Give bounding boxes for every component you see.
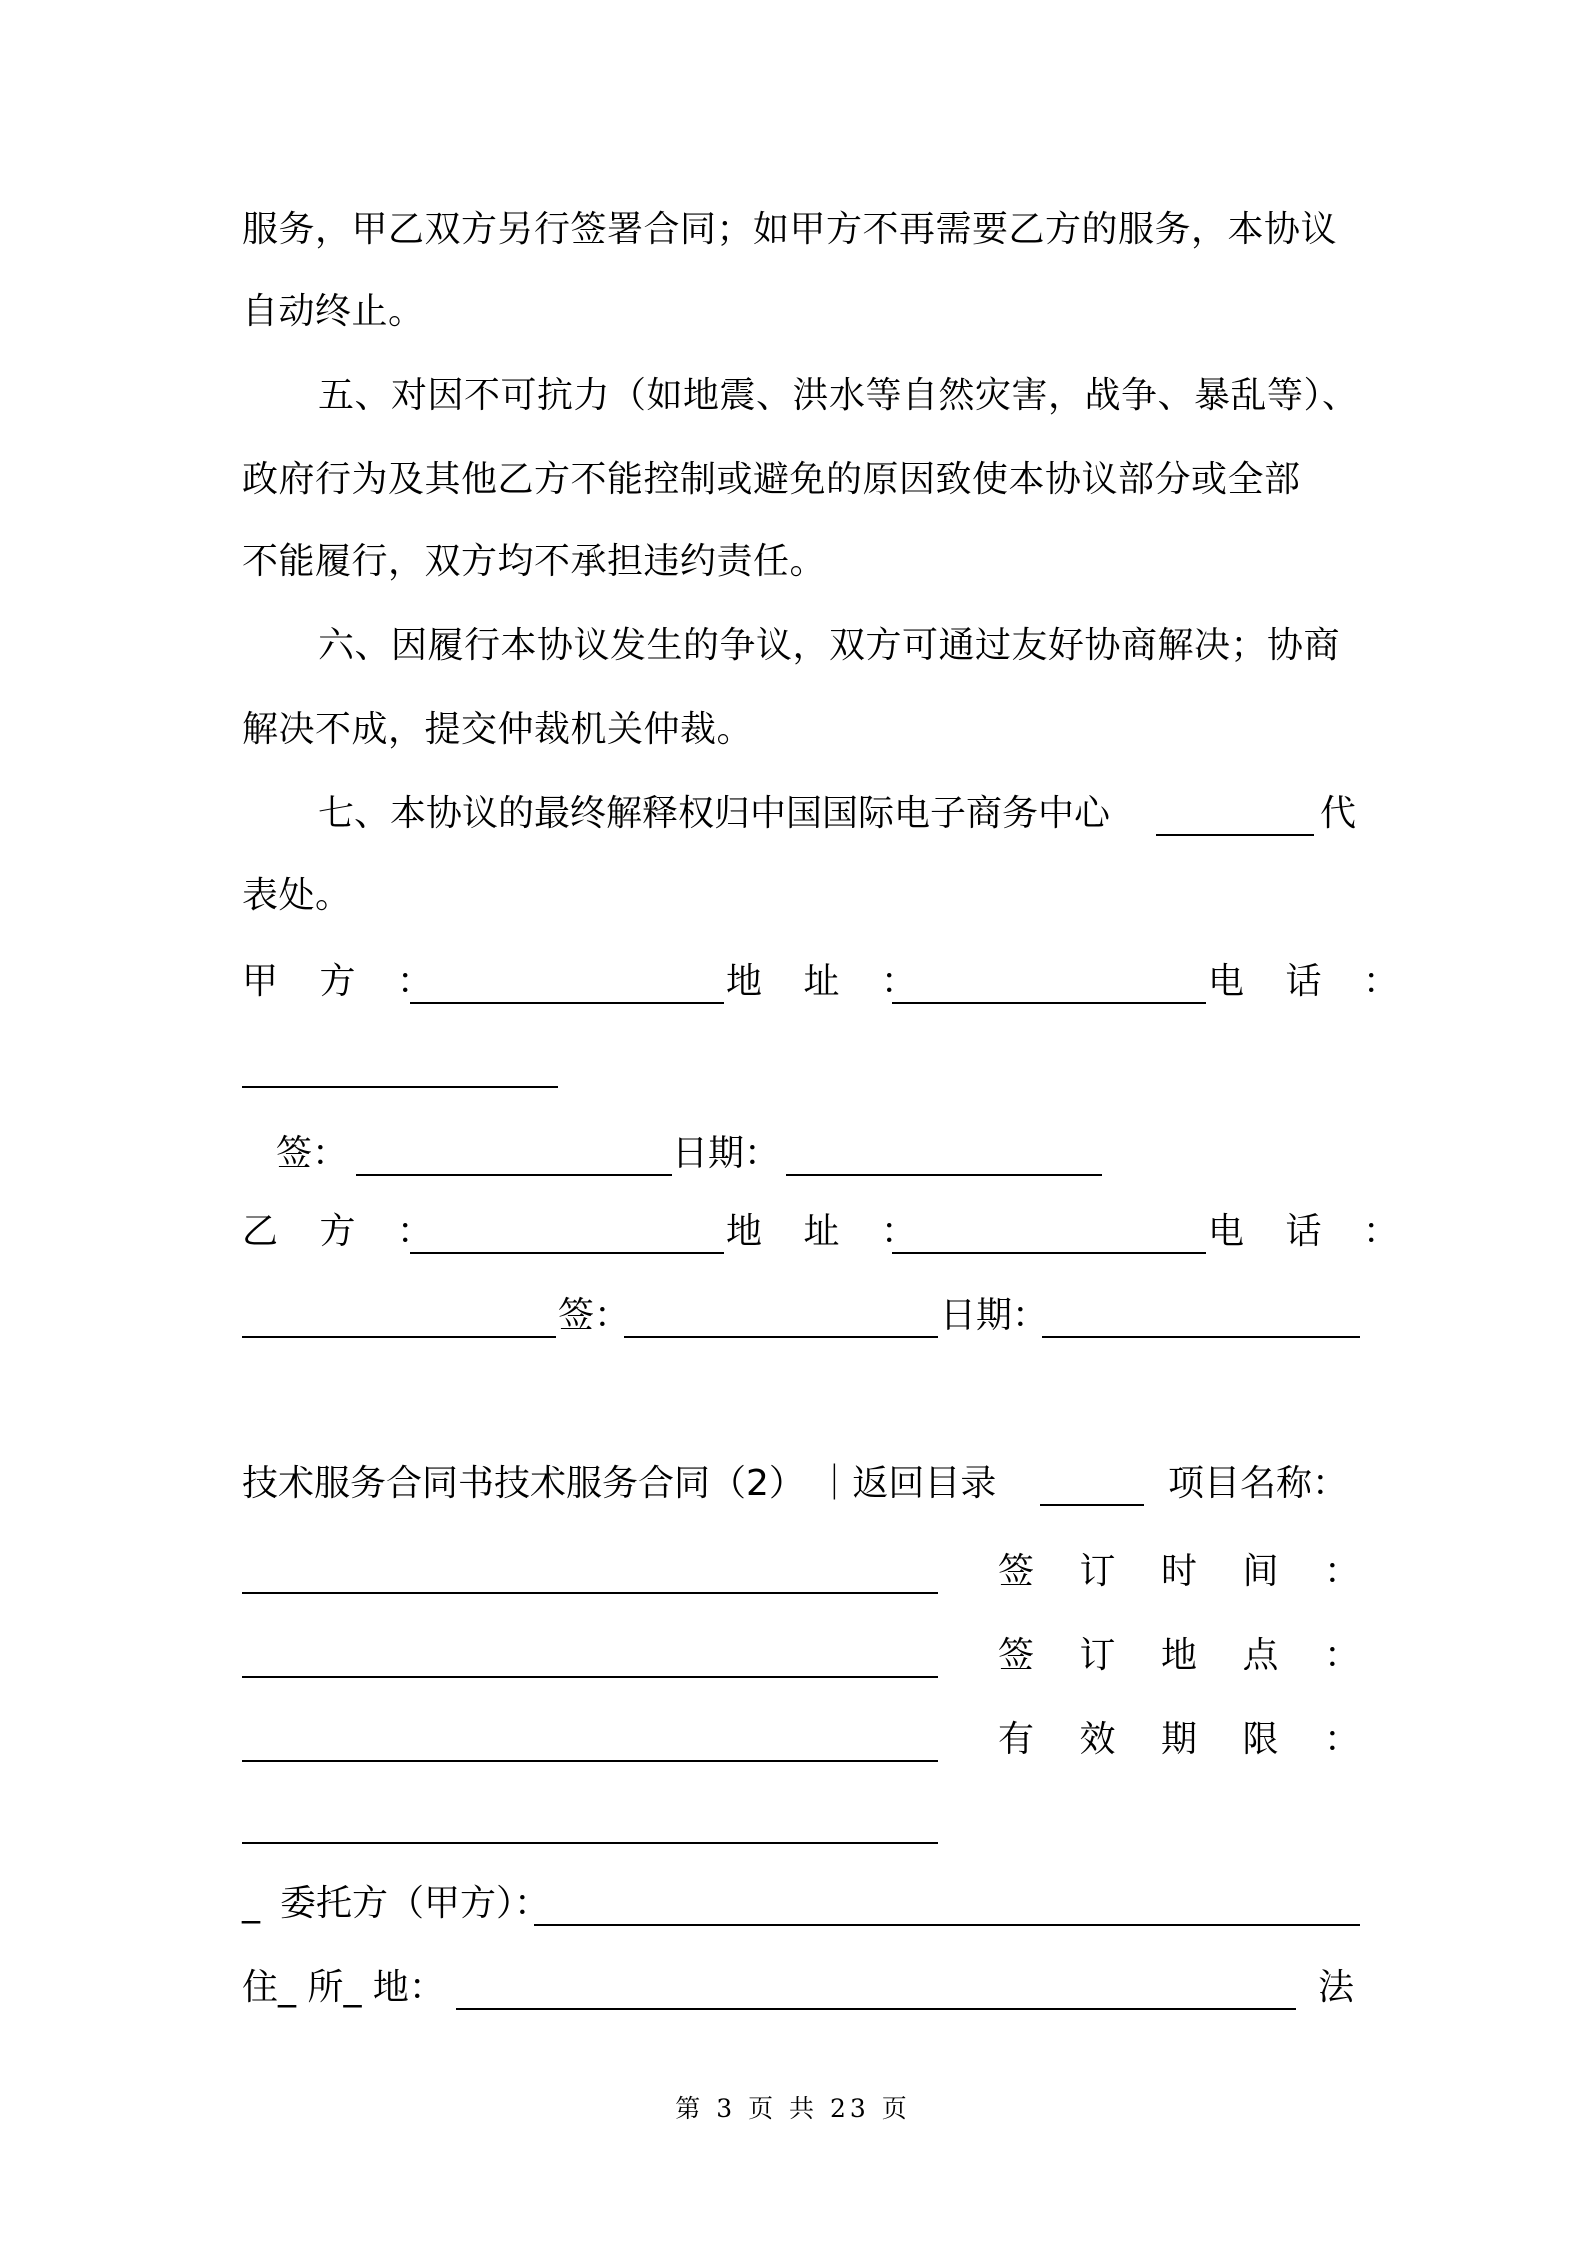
char: 签 — [998, 1635, 1035, 1676]
clause-5-line: 五、对因不可抗力（如地震、洪水等自然灾害，战争、暴乱等）、 — [318, 375, 1359, 416]
residence-row — [242, 1964, 1360, 2012]
char: 点 — [1242, 1635, 1279, 1676]
sign-blank[interactable] — [624, 1336, 938, 1338]
clause-7-line: 表处。 — [242, 875, 352, 916]
client-label: 委托方（甲方）： — [280, 1883, 551, 1924]
party-b-sign-row — [242, 1292, 1360, 1340]
valid-period-blank[interactable] — [242, 1842, 938, 1844]
party-a-row — [242, 958, 1414, 1006]
contract2-heading[interactable]: 技术服务合同书技术服务合同（2） ｜返回目录 — [242, 1463, 997, 1504]
page-number: 第 3 页 共 23 页 — [675, 2094, 911, 2123]
clause-7-text-end: 代 — [1320, 793, 1357, 834]
party-b-row — [242, 1208, 1414, 1256]
date-label: 日期： — [672, 1133, 781, 1174]
char: 间 — [1242, 1551, 1279, 1592]
sign-time-blank[interactable] — [242, 1676, 938, 1678]
phone-label: 电 话 ： — [1208, 1211, 1414, 1252]
phone-blank[interactable] — [242, 1336, 556, 1338]
phone-blank[interactable] — [242, 1086, 558, 1088]
char: 限 — [1242, 1719, 1279, 1760]
client-prefix: _ — [242, 1883, 260, 1924]
party-b-blank[interactable] — [410, 1252, 724, 1254]
sign-time-label — [998, 1548, 1360, 1596]
date-blank[interactable] — [786, 1174, 1102, 1176]
sign-place-row — [242, 1716, 1360, 1764]
address-blank[interactable] — [892, 1002, 1206, 1004]
project-name-blank[interactable] — [242, 1592, 938, 1594]
party-a-label: 甲 方 ： — [242, 961, 448, 1002]
address-blank[interactable] — [892, 1252, 1206, 1254]
paragraph-line: 自动终止。 — [242, 291, 425, 332]
date-label: 日期： — [940, 1295, 1049, 1336]
clause-6-line: 解决不成，提交仲裁机关仲裁。 — [242, 709, 754, 750]
char: 时 — [1160, 1551, 1197, 1592]
client-blank[interactable] — [534, 1924, 1360, 1926]
party-b-label: 乙 方 ： — [242, 1211, 448, 1252]
legal-label: 法 — [1318, 1967, 1355, 2008]
clause-6-line: 六、因履行本协议发生的争议，双方可通过友好协商解决；协商 — [318, 625, 1341, 666]
sign-place-label — [998, 1632, 1360, 1680]
sign-time-row — [242, 1632, 1360, 1680]
clause-7-text: 七、本协议的最终解释权归中国国际电子商务中心 — [318, 793, 1111, 834]
project-name-label: 项目名称： — [1168, 1463, 1349, 1504]
blank-line — [1040, 1504, 1144, 1506]
phone-label: 电 话 ： — [1208, 961, 1414, 1002]
blank-line — [1156, 834, 1314, 836]
project-name-row — [242, 1548, 1360, 1596]
client-row — [242, 1880, 1360, 1928]
char: 有 — [998, 1719, 1035, 1760]
char: ： — [1323, 1719, 1360, 1760]
char: 期 — [1160, 1719, 1197, 1760]
char: 订 — [1079, 1635, 1116, 1676]
char: 地 — [1160, 1635, 1197, 1676]
party-a-blank[interactable] — [410, 1002, 724, 1004]
party-a-sign-row — [242, 1130, 1360, 1178]
sign-blank[interactable] — [356, 1174, 672, 1176]
valid-period-label — [998, 1716, 1360, 1764]
paragraph-line: 服务，甲乙双方另行签署合同；如甲方不再需要乙方的服务，本协议 — [242, 209, 1338, 250]
sign-label: 签： — [558, 1295, 631, 1336]
sign-place-blank[interactable] — [242, 1760, 938, 1762]
char: ： — [1323, 1635, 1360, 1676]
residence-label: 住_ 所_ 地： — [242, 1967, 445, 2008]
contract2-heading-row — [242, 1460, 1360, 1508]
char: 签 — [998, 1551, 1035, 1592]
date-blank[interactable] — [1042, 1336, 1360, 1338]
clause-5-line: 不能履行，双方均不承担违约责任。 — [242, 541, 827, 582]
residence-blank[interactable] — [456, 2008, 1296, 2010]
clause-5-line: 政府行为及其他乙方不能控制或避免的原因致使本协议部分或全部 — [242, 459, 1301, 500]
clause-7-line — [318, 790, 1360, 838]
char: 订 — [1079, 1551, 1116, 1592]
address-label: 地 址 ： — [726, 1211, 932, 1252]
char: ： — [1323, 1551, 1360, 1592]
sign-label: 签： — [276, 1133, 349, 1174]
address-label: 地 址 ： — [726, 961, 932, 1002]
char: 效 — [1079, 1719, 1116, 1760]
